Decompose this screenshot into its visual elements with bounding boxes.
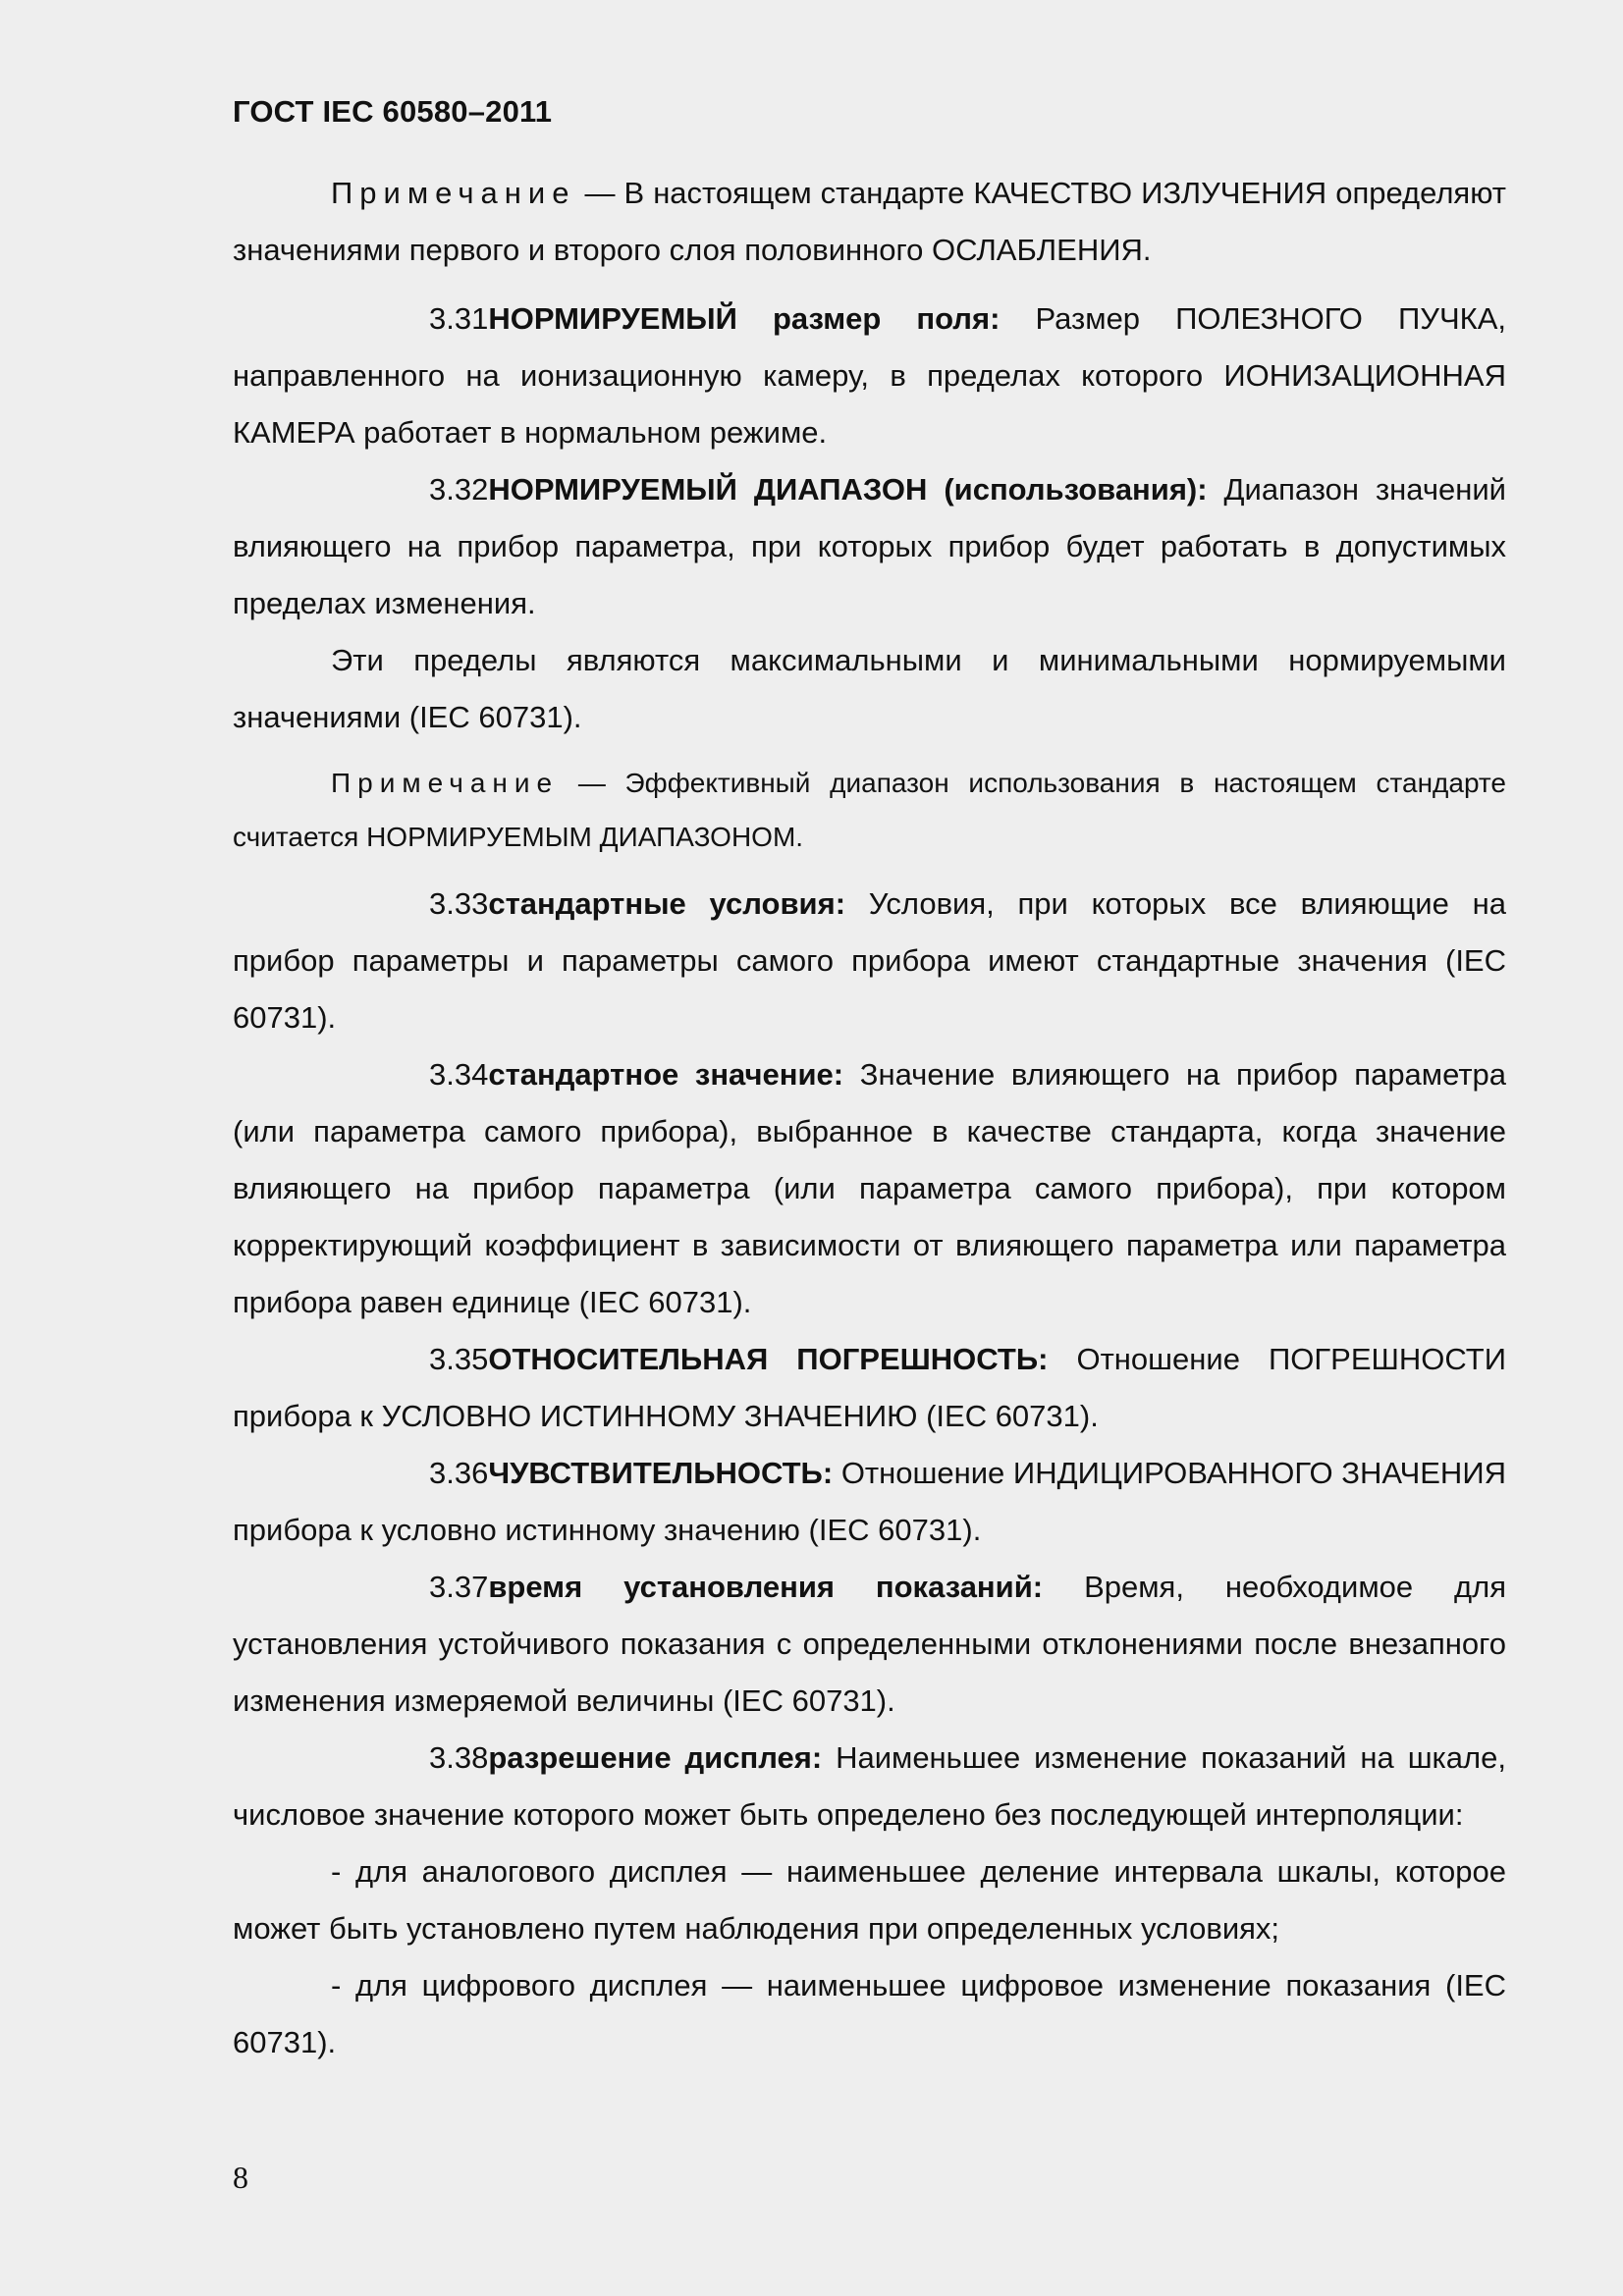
term-definition: Отношение ПОГРЕШНОСТИ прибора к УСЛОВНО ИСТИННОМУ ЗНАЧЕНИЮ (IEC 60731). — [233, 1342, 1506, 1433]
term-number: 3.31 — [429, 301, 489, 336]
term-definition: Диапазон значений влияющего на прибор параметра, при которых прибор будет работать в допустимых пределах изменения. — [233, 472, 1506, 620]
note-paragraph-1 — [233, 165, 1506, 279]
term-title: НОРМИРУЕМЫЙ размер поля: — [488, 301, 1001, 336]
term-title: стандартное значение: — [488, 1057, 844, 1092]
term-3-34 — [233, 1046, 1506, 1331]
term-definition: Размер ПОЛЕЗНОГО ПУЧКА, направленного на ионизационную камеру, в пределах которого ИОНИЗАЦИОННАЯ КАМЕРА работает в нормальном режиме. — [233, 301, 1506, 450]
list-item: - для аналогового дисплея — наименьшее деление интервала шкалы, которое может быть установлено путем наблюдения при определенных условиях; — [233, 1854, 1506, 1946]
term-definition: Условия, при которых все влияющие на прибор параметры и параметры самого прибора имеют стандартные значения (IEC 60731). — [233, 886, 1506, 1035]
term-3-32-extra: Эти пределы являются максимальными и минимальными нормируемыми значениями (IEC 60731). — [233, 643, 1506, 734]
term-3-37 — [233, 1559, 1506, 1730]
term-number: 3.34 — [429, 1057, 489, 1092]
term-title: ЧУВСТВИТЕЛЬНОСТЬ: — [488, 1456, 834, 1490]
term-definition: Значение влияющего на прибор параметра (или параметра самого прибора), выбранное в качестве стандарта, когда значение влияющего на прибор параметра (или параметра самого прибора), при котором корректирующий коэффициент в зависимости от влияющего параметра или параметра прибора равен единице (IEC 60731). — [233, 1057, 1506, 1319]
term-number: 3.36 — [429, 1456, 489, 1490]
note-paragraph-2 — [233, 756, 1506, 864]
term-title: время установления показаний: — [488, 1570, 1044, 1604]
term-definition: Отношение ИНДИЦИРОВАННОГО ЗНАЧЕНИЯ прибора к условно истинному значению (IEC 60731). — [233, 1456, 1506, 1547]
term-3-36 — [233, 1445, 1506, 1559]
term-number: 3.33 — [429, 886, 489, 921]
term-number: 3.32 — [429, 472, 489, 507]
note-text: — Эффективный диапазон использования в настоящем стандарте считается НОРМИРУЕМЫМ ДИАПАЗОНОМ. — [233, 768, 1507, 852]
term-title: ОТНОСИТЕЛЬНАЯ ПОГРЕШНОСТЬ: — [488, 1342, 1049, 1376]
term-definition: Наименьшее изменение показаний на шкале, числовое значение которого может быть определено без последующей интерполяции: — [233, 1740, 1506, 1832]
term-title: стандартные условия: — [488, 886, 846, 921]
term-definition: Время, необходимое для установления устойчивого показания с определенными отклонениями после внезапного изменения измеряемой величины (IEC 60731). — [233, 1570, 1507, 1718]
term-number: 3.35 — [429, 1342, 489, 1376]
page-number: 8 — [233, 2160, 248, 2195]
term-3-38 — [233, 1730, 1506, 1843]
term-3-32 — [233, 461, 1506, 632]
term-title: разрешение дисплея: — [488, 1740, 823, 1775]
document-body — [233, 165, 1506, 2071]
note-label: Примечание — [331, 768, 560, 798]
term-3-31 — [233, 291, 1506, 461]
list-item: - для цифрового дисплея — наименьшее цифровое изменение показания (IEC 60731). — [233, 1968, 1506, 2059]
term-3-33 — [233, 876, 1506, 1046]
document-header: ГОСТ IEC 60580–2011 — [233, 94, 553, 129]
term-number: 3.37 — [429, 1570, 489, 1604]
term-title: НОРМИРУЕМЫЙ ДИАПАЗОН (использования): — [488, 472, 1208, 507]
note-label: Примечание — [331, 176, 576, 210]
note-text: — В настоящем стандарте КАЧЕСТВО ИЗЛУЧЕНИЯ определяют значениями первого и второго слоя половинного ОСЛАБЛЕНИЯ. — [233, 176, 1506, 267]
term-number: 3.38 — [429, 1740, 489, 1775]
term-3-35 — [233, 1331, 1506, 1445]
